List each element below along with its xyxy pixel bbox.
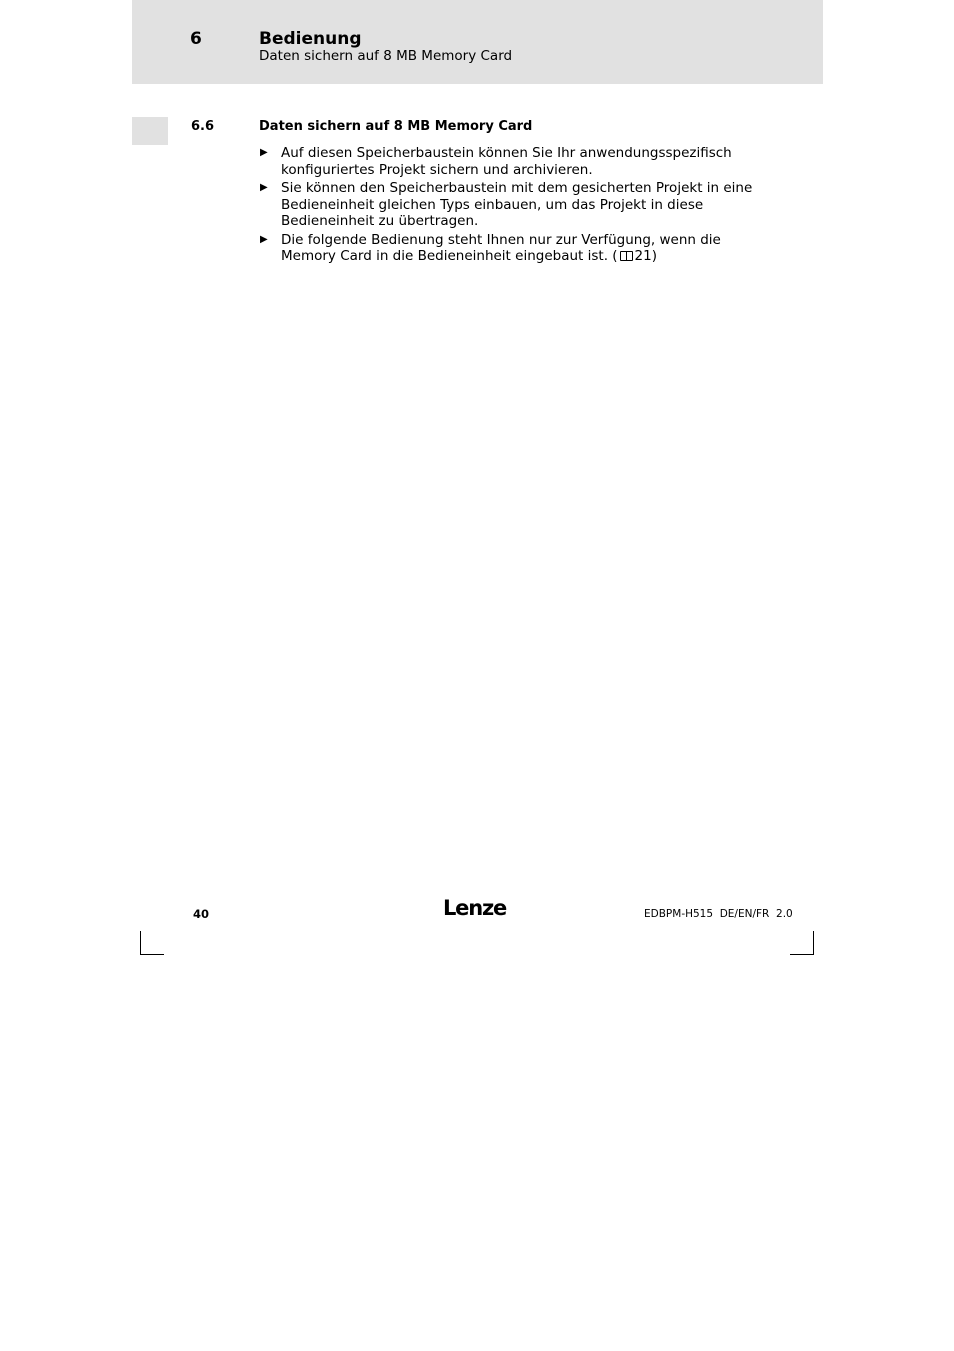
list-item-text: Auf diesen Speicherbaustein können Sie Ihr anwendungsspezifisch konfiguriertes Projekt sichern und archivieren. bbox=[281, 145, 732, 178]
triangle-bullet-icon: ▶ bbox=[260, 182, 268, 193]
list-item-text: Sie können den Speicherbaustein mit dem gesicherten Projekt in eine Bedieneinheit gleichen Typs einbauen, um das Projekt in diese Bedieneinheit zu übertragen. bbox=[281, 180, 753, 229]
triangle-bullet-icon: ▶ bbox=[260, 147, 268, 158]
list-item bbox=[259, 232, 771, 265]
crop-mark bbox=[790, 954, 814, 955]
chapter-subtitle: Daten sichern auf 8 MB Memory Card bbox=[259, 48, 513, 64]
crop-mark bbox=[813, 931, 814, 955]
page-reference-link[interactable]: 21 bbox=[634, 248, 652, 264]
chapter-title: Bedienung bbox=[259, 29, 362, 49]
header-band bbox=[132, 0, 823, 84]
list-item-suffix: ) bbox=[651, 248, 658, 264]
section-title: Daten sichern auf 8 MB Memory Card bbox=[259, 119, 533, 134]
crop-mark bbox=[140, 931, 141, 955]
list-item bbox=[259, 145, 771, 178]
page-number: 40 bbox=[193, 907, 210, 921]
bullet-list bbox=[259, 145, 771, 267]
triangle-bullet-icon: ▶ bbox=[260, 233, 268, 245]
chapter-number: 6 bbox=[190, 29, 202, 49]
book-icon bbox=[620, 251, 633, 261]
lenze-logo: Lenze bbox=[443, 896, 507, 920]
list-item-text: Die folgende Bedienung steht Ihnen nur zur Verfügung, wenn die Memory Card in die Bedieneinheit eingebaut ist. ( bbox=[281, 231, 721, 264]
list-item bbox=[259, 180, 771, 230]
section-margin-marker bbox=[132, 117, 168, 145]
crop-mark bbox=[140, 954, 164, 955]
section-number: 6.6 bbox=[191, 119, 215, 134]
document-id: EDBPM-H515 DE/EN/FR 2.0 bbox=[644, 908, 793, 920]
